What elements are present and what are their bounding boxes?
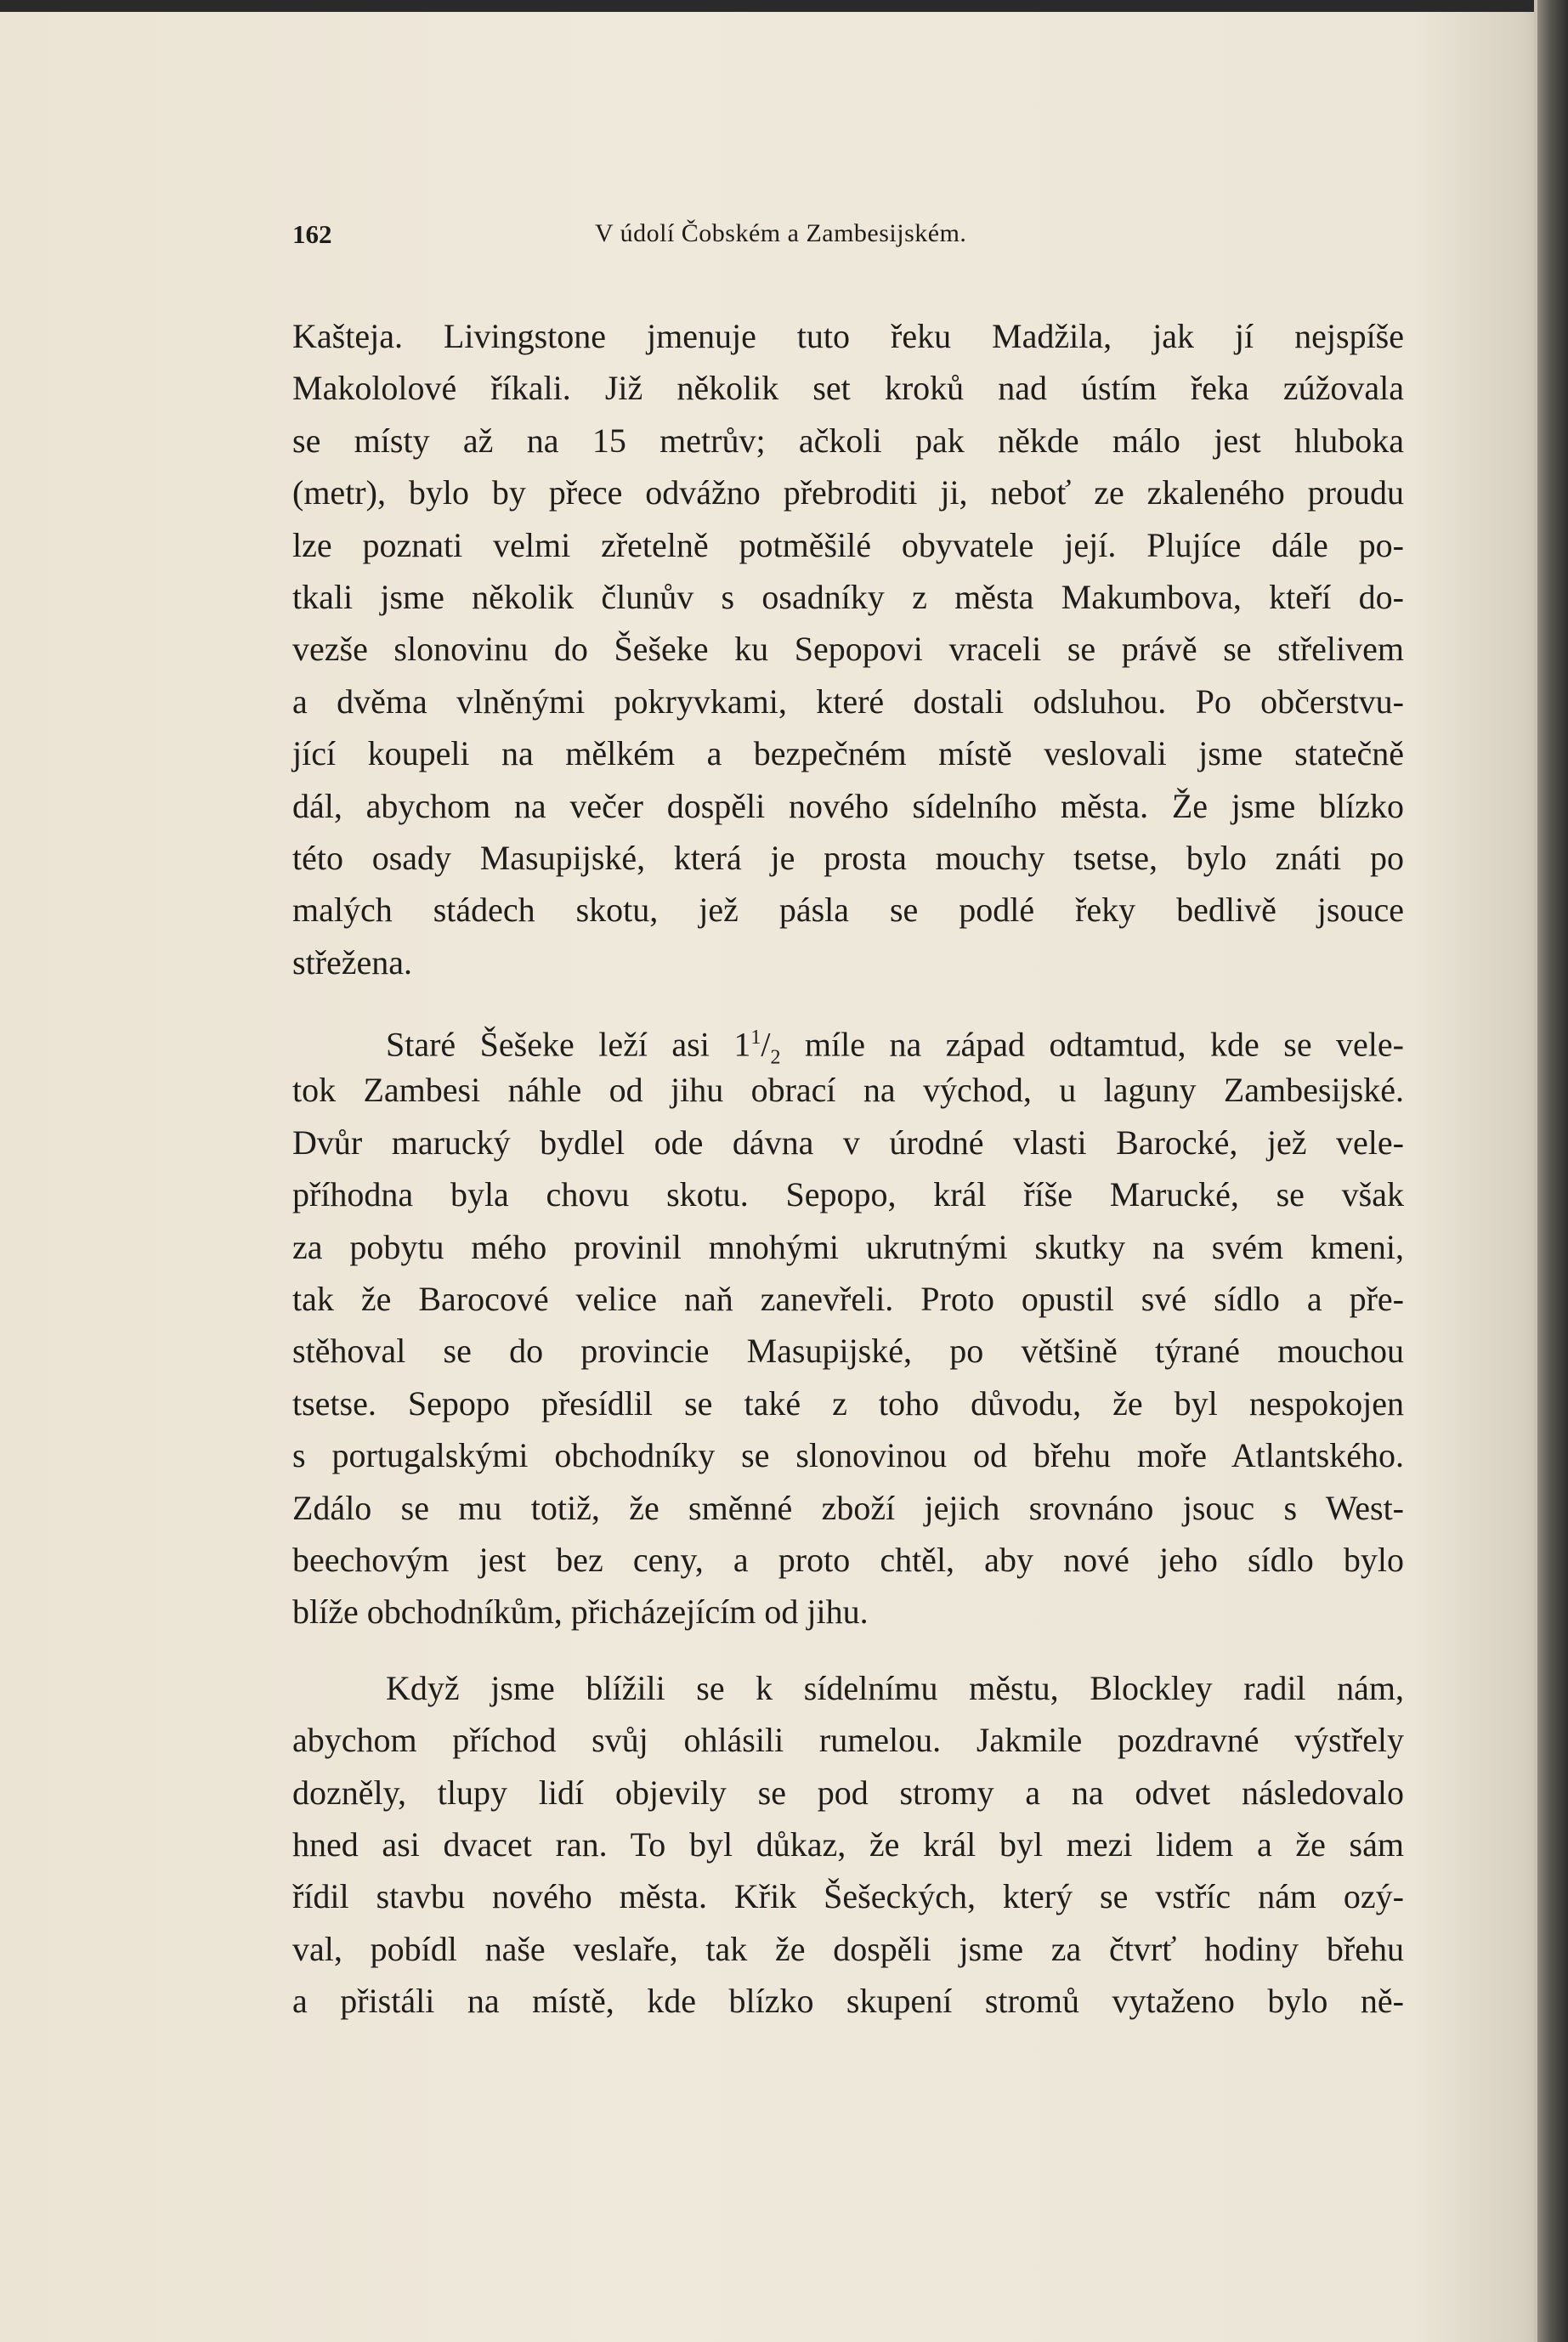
paragraph-3 (292, 1662, 1404, 2028)
text-line: tkali jsme několik člunův s osadníky z města Makumbova, kteří do- (292, 577, 1404, 616)
text-line: vezše slonovinu do Šešeke ku Sepopovi vraceli se právě se střelivem (292, 630, 1404, 669)
text-line: stěhoval se do provincie Masupijské, po většině týrané mouchou (292, 1332, 1404, 1371)
running-title: V údolí Čobském a Zambesijském. (595, 219, 967, 247)
fraction-denominator: 2 (770, 1046, 781, 1069)
text-line: Když jsme blížili se k sídelnímu městu, Blockley radil nám, (386, 1668, 1404, 1707)
text-line: Kašteja. Livingstone jmenuje tuto řeku Madžila, jak jí nejspíše (292, 317, 1404, 355)
text-line: beechovým jest bez ceny, a proto chtěl, aby nové jeho sídlo bylo (292, 1540, 1404, 1579)
text-line: val, pobídl naše veslaře, tak že dospěli jsme za čtvrť hodiny břehu (292, 1929, 1404, 1968)
text-line-with-fraction (292, 1012, 1404, 1069)
book-spine-edge (1537, 0, 1568, 2342)
body-text (292, 310, 1404, 2028)
text-line: se místy až na 15 metrův; ačkoli pak někde málo jest hluboka (292, 421, 1404, 460)
paragraph-1 (292, 310, 1404, 988)
text-line: (metr), bylo by přece odvážno přebroditi ji, neboť ze zkaleného proudu (292, 473, 1404, 512)
text-line: dál, abychom na večer dospěli nového sídelního města. Že jsme blízko (292, 786, 1404, 825)
text-line: a přistáli na místě, kde blízko skupení stromů vytaženo bylo ně- (292, 1982, 1404, 2021)
text-line: příhodna byla chovu skotu. Sepopo, král říše Marucké, se však (292, 1175, 1404, 1214)
text-line: tak že Barocové velice naň zanevřeli. Proto opustil své sídlo a pře- (292, 1280, 1404, 1319)
text-line: a dvěma vlněnými pokryvkami, které dostali odsluhou. Po občerstvu- (292, 682, 1404, 721)
page-header (292, 219, 1397, 253)
text-line: s portugalskými obchodníky se slonovinou od břehu moře Atlantského. (292, 1436, 1404, 1475)
text-line: za pobytu mého provinil mnohými ukrutnými skutky na svém kmeni, (292, 1227, 1404, 1266)
fraction-slash: / (761, 1025, 771, 1064)
paragraph-2 (292, 1012, 1404, 1638)
text-line: tok Zambesi náhle od jihu obrací na východ, u laguny Zambesijské. (292, 1071, 1404, 1110)
text-line: Dvůr marucký bydlel ode dávna v úrodné vlasti Barocké, jež vele- (292, 1123, 1404, 1162)
page-number: 162 (292, 219, 332, 249)
text-line: dozněly, tlupy lidí objevily se pod stromy a na odvet následovalo (292, 1773, 1404, 1812)
fraction-line-after: míle na západ odtamtud, kde se vele- (780, 1025, 1404, 1064)
scan-top-border (0, 0, 1568, 12)
text-line: lze poznati velmi zřetelně potměšilé obyvatele její. Plujíce dále po- (292, 525, 1404, 564)
text-line: tsetse. Sepopo přesídlil se také z toho důvodu, že byl nespokojen (292, 1383, 1404, 1423)
text-line: malých stádech skotu, jež pásla se podlé řeky bedlivě jsouce (292, 891, 1404, 930)
text-line: řídil stavbu nového města. Křik Šešeckých, který se vstříc nám ozý- (292, 1877, 1404, 1916)
paragraph-gap (292, 1638, 1404, 1662)
text-line: jící koupeli na mělkém a bezpečném místě veslovali jsme statečně (292, 734, 1404, 773)
text-line: Makololové říkali. Již několik set kroků nad ústím řeka zúžovala (292, 369, 1404, 408)
text-line: hned asi dvacet ran. To byl důkaz, že král byl mezi lidem a že sám (292, 1824, 1404, 1864)
paragraph-gap (292, 988, 1404, 1012)
text-line: této osady Masupijské, která je prosta mouchy tsetse, bylo znáti po (292, 838, 1404, 877)
text-line: abychom příchod svůj ohlásili rumelou. Jakmile pozdravné výstřely (292, 1721, 1404, 1760)
text-line: Zdálo se mu totiž, že směnné zboží jejich srovnáno jsouc s West- (292, 1488, 1404, 1527)
fraction-line-before: Staré Šešeke leží asi 1 (386, 1025, 751, 1064)
fraction-numerator: 1 (750, 1027, 761, 1049)
text-line: střežena. (292, 942, 413, 981)
text-line: blíže obchodníkům, přicházejícím od jihu. (292, 1592, 869, 1632)
